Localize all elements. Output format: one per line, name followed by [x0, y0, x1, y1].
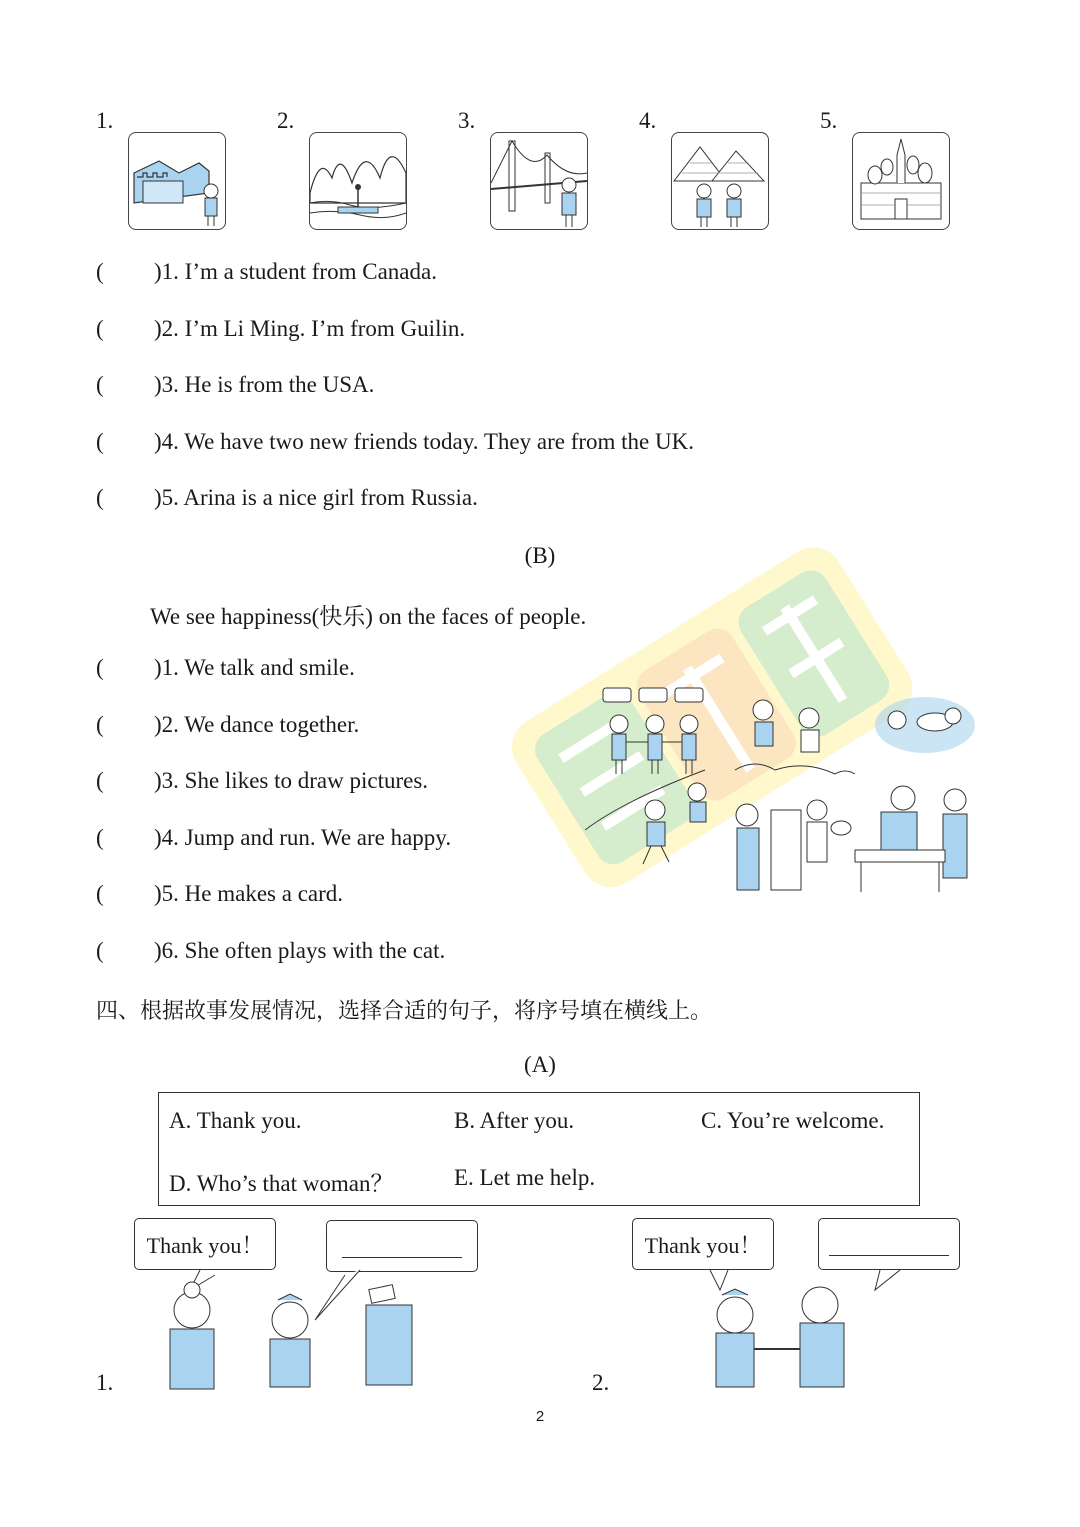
picture-number: 4. — [639, 108, 657, 133]
section-b-item-2 — [96, 712, 359, 738]
item-text: )4. Jump and run. We are happy. — [154, 825, 452, 850]
section-four-title: 四、根据故事发展情况，选择合适的句子，将序号填在横线上。 — [96, 999, 713, 1024]
item-text: )1. I’m a student from Canada. — [154, 259, 437, 284]
item-text: )6. She often plays with the cat. — [154, 938, 446, 963]
answer-blank-paren[interactable]: ( — [96, 259, 104, 284]
section-a-item-2 — [96, 316, 465, 342]
dialog-1-number: 1. — [96, 1370, 114, 1395]
answer-blank-paren[interactable]: ( — [96, 485, 104, 510]
section-b-item-4 — [96, 825, 451, 851]
country-pictures-row — [96, 108, 976, 237]
picture-number: 3. — [458, 108, 476, 133]
girl-drawing-scene — [736, 800, 851, 890]
saint-basils-cathedral-icon — [852, 132, 950, 230]
section-a-item-3 — [96, 372, 374, 398]
guilin-river-boat-icon — [309, 132, 407, 230]
answer-blank-paren[interactable]: ( — [96, 712, 104, 737]
answer-blank-paren[interactable]: ( — [96, 768, 104, 793]
singing-kids-scene — [603, 688, 703, 774]
answer-blank-paren[interactable]: ( — [96, 429, 104, 454]
item-text: )5. He makes a card. — [154, 881, 344, 906]
golden-gate-bridge-boy-icon — [490, 132, 588, 230]
section-b-item-1 — [96, 655, 355, 681]
dialog-1-illustration — [130, 1265, 430, 1390]
section-b-heading: (B) — [524, 543, 556, 568]
answer-blank-paren[interactable]: ( — [96, 825, 104, 850]
page-number: 2 — [535, 1408, 545, 1425]
answer-blank-paren[interactable]: ( — [96, 655, 104, 680]
dialog-2-answer-bubble — [818, 1218, 960, 1270]
section-a-item-4 — [96, 429, 694, 455]
speech-text: Thank you！ — [644, 1232, 762, 1258]
grandpa-making-card-scene — [855, 786, 967, 892]
answer-blank-paren[interactable]: ( — [96, 372, 104, 397]
option-b: B. After you. — [454, 1108, 575, 1133]
item-text: )2. We dance together. — [154, 712, 360, 737]
option-c: C. You’re welcome. — [701, 1108, 885, 1133]
item-text: )2. I’m Li Ming. I’m from Guilin. — [154, 316, 466, 341]
option-a: A. Thank you. — [169, 1108, 302, 1133]
picture-number: 1. — [96, 108, 114, 133]
dialog-2-speech-bubble — [632, 1218, 774, 1270]
item-text: )3. She likes to draw pictures. — [154, 768, 429, 793]
answer-blank-paren[interactable]: ( — [96, 316, 104, 341]
section-b-item-5 — [96, 881, 343, 907]
section-b-intro: We see happiness(快乐) on the faces of people. — [150, 604, 587, 629]
section-four-heading: (A) — [524, 1052, 556, 1077]
section-a-item-1 — [96, 259, 437, 285]
happiness-scenes-illustration — [585, 680, 980, 895]
item-text: )3. He is from the USA. — [154, 372, 375, 397]
picture-number: 2. — [277, 108, 295, 133]
item-text: )1. We talk and smile. — [154, 655, 355, 680]
answer-blank-line[interactable] — [829, 1233, 949, 1256]
talking-kids-scene — [735, 700, 855, 774]
item-text: )5. Arina is a nice girl from Russia. — [154, 485, 478, 510]
dialog-1-speech-bubble — [134, 1218, 276, 1270]
dialog-2-illustration — [680, 1265, 910, 1390]
answer-blank-paren[interactable]: ( — [96, 881, 104, 906]
picture-number: 5. — [820, 108, 838, 133]
dialog-2-number: 2. — [592, 1370, 610, 1395]
section-b-item-6 — [96, 938, 445, 964]
section-b-item-3 — [96, 768, 428, 794]
option-d: D. Who’s that woman？ — [169, 1171, 394, 1196]
great-wall-girl-icon — [128, 132, 226, 230]
girl-with-dog-scene — [875, 697, 975, 753]
option-e: E. Let me help. — [454, 1165, 596, 1190]
item-text: )4. We have two new friends today. They are from the UK. — [154, 429, 694, 454]
section-a-item-5 — [96, 485, 478, 511]
running-kids-scene — [585, 770, 706, 864]
speech-text: Thank you！ — [146, 1232, 264, 1258]
answer-blank-paren[interactable]: ( — [96, 938, 104, 963]
options-box — [158, 1092, 920, 1206]
answer-blank-line[interactable] — [342, 1235, 462, 1258]
pyramids-two-boys-icon — [671, 132, 769, 230]
